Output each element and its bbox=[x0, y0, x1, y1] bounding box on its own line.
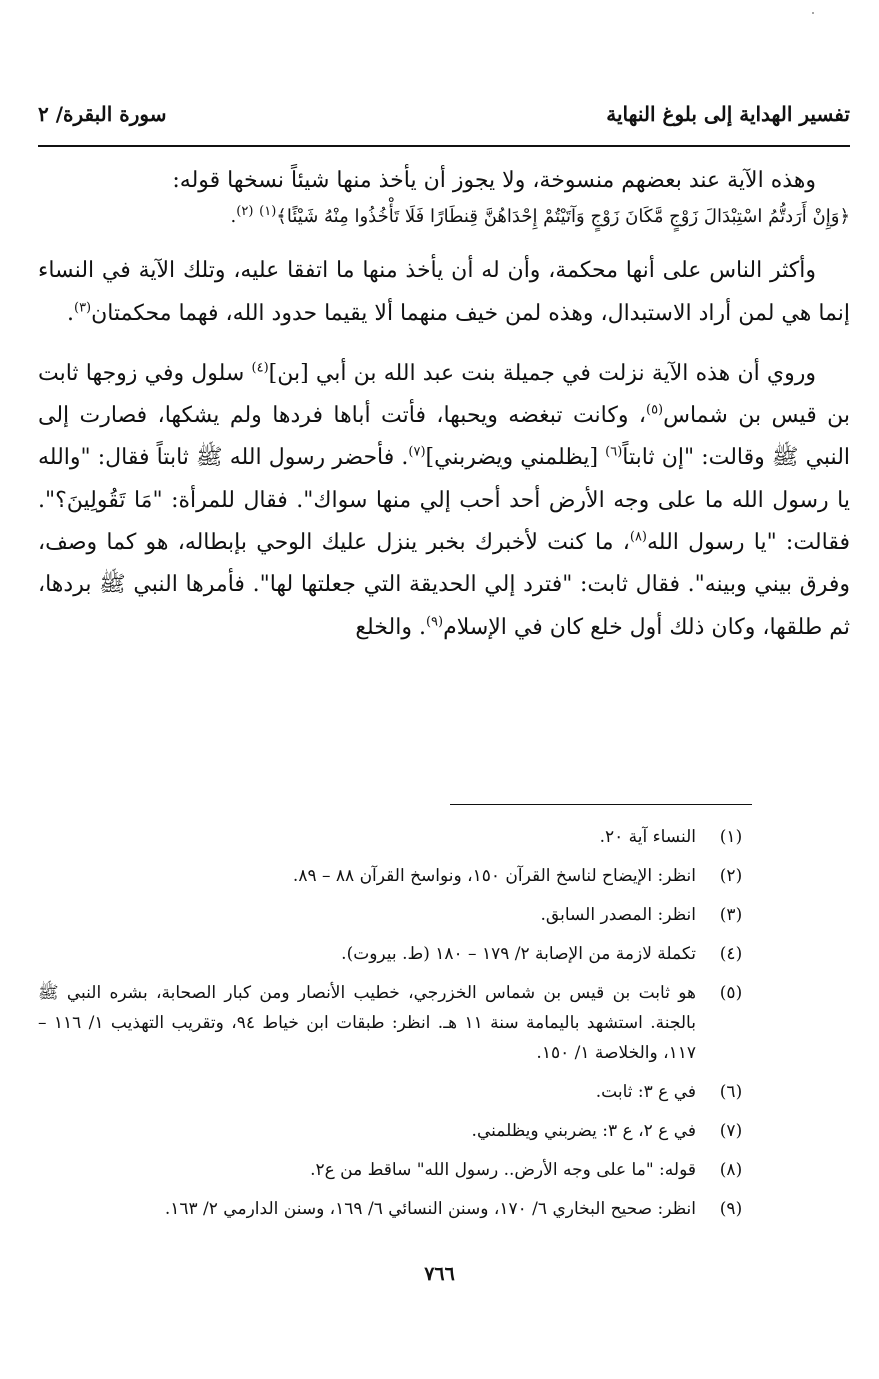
period: . bbox=[230, 206, 237, 228]
footnote-item bbox=[38, 1116, 752, 1146]
footnote-number: (٩) bbox=[719, 1199, 743, 1219]
footnote-ref-6: (٦) bbox=[605, 445, 623, 461]
footnote-ref-7: (٧) bbox=[408, 445, 426, 461]
footnote-number: (٢) bbox=[719, 866, 743, 886]
footnote-number: (٧) bbox=[719, 1121, 743, 1141]
footnote-text: تكملة لازمة من الإصابة ٢/ ١٧٩ – ١٨٠ (ط. بيروت). bbox=[341, 944, 696, 964]
footnote-number: (١) bbox=[719, 827, 743, 847]
surah-label: سورة البقرة/ ٢ bbox=[38, 102, 167, 126]
footnote-ref-1: (١) bbox=[259, 204, 277, 220]
period: . bbox=[66, 300, 74, 326]
footnote-text: انظر: الإيضاح لناسخ القرآن ١٥٠، ونواسخ القرآن ٨٨ – ٨٩. bbox=[292, 866, 696, 886]
footnote-item bbox=[38, 1194, 752, 1224]
book-title: تفسير الهداية إلى بلوغ النهاية bbox=[606, 102, 850, 126]
footnote-text: انظر: صحيح البخاري ٦/ ١٧٠، وسنن النسائي ٦/ ١٦٩، وسنن الدارمي ٢/ ١٦٣. bbox=[164, 1199, 696, 1219]
paragraph-3-text-f: ، ما كنت لأخبرك بخبر ينزل عليك الوحي بإبطاله، هو كما وصف، وفرق بيني وبينه". فقال ثابت: "فترد إلي الحديقة التي جعلتها لها". فأمرها النبي ﷺ بردها، ثم طلقها، وكان ذلك أول خلع كان في الإسلام bbox=[38, 530, 850, 640]
footnote-item bbox=[38, 978, 752, 1068]
footnote-text: في ع ٣: ثابت. bbox=[595, 1082, 696, 1102]
paragraph-3-text-b: سلول وفي زوجها ثابت بن قيس بن شماس bbox=[38, 360, 850, 429]
footnote-ref-2: (٢) bbox=[236, 204, 254, 220]
footnote-item bbox=[38, 822, 752, 852]
paragraph-1 bbox=[38, 160, 850, 232]
footnote-item bbox=[38, 939, 752, 969]
paragraph-3-text-d: [يظلمني ويضربني] bbox=[425, 445, 599, 471]
paragraph-3-text-g: . والخلع bbox=[355, 614, 426, 640]
scan-speck bbox=[812, 12, 814, 14]
running-header bbox=[38, 98, 850, 138]
footnote-ref-8: (٨) bbox=[629, 529, 647, 545]
paragraph-2-text: وأكثر الناس على أنها محكمة، وأن له أن يأخذ منها ما اتفقا عليه، وتلك الآية في النساء إنما هي لمن أراد الاستبدال، وهذه لمن خيف منهما ألا يقيما حدود الله، فهما محكمتان bbox=[38, 258, 850, 326]
footnote-number: (٦) bbox=[719, 1082, 743, 1102]
footnote-item bbox=[38, 1155, 752, 1185]
verse-text: ﴿وَإِنْ أَرَدتُّمُ اسْتِبْدَالَ زَوْجٍ مَّكَانَ زَوْجٍ وَآتَيْتُمْ إِحْدَاهُنَّ قِنطَارًا فَلَا تَأْخُذُوا مِنْهُ شَيْئًا﴾ bbox=[276, 206, 850, 228]
main-text bbox=[38, 160, 850, 649]
paragraph-1-text: وهذه الآية عند بعضهم منسوخة، ولا يجوز أن يأخذ منها شيئاً نسخها قوله: bbox=[172, 168, 816, 193]
footnote-item bbox=[38, 861, 752, 891]
footnote-ref-4: (٤) bbox=[251, 360, 269, 376]
paragraph-3-text-a: وروي أن هذه الآية نزلت في جميلة بنت عبد الله بن أبي [بن] bbox=[268, 360, 816, 386]
header-divider bbox=[38, 145, 850, 147]
paragraph-3-text-c: ، وكانت تبغضه ويحبها، فأتت أباها فردها ولم يشكها، فصارت إلى النبي ﷺ وقالت: "إن ثابتاً bbox=[38, 403, 851, 471]
footnote-text: هو ثابت بن قيس بن شماس الخزرجي، خطيب الأنصار ومن كبار الصحابة، بشره النبي ﷺ بالجنة. استشهد باليمامة سنة ١١ هـ. انظر: طبقات ابن خياط ٩٤، وتقريب التهذيب ١/ ١١٦ – ١١٧، والخلاصة ١/ ١٥٠. bbox=[38, 983, 696, 1063]
footnotes-list bbox=[38, 822, 752, 1233]
footnote-number: (٥) bbox=[719, 983, 743, 1003]
quran-verse bbox=[38, 202, 850, 232]
footnote-number: (٣) bbox=[719, 905, 743, 925]
footnote-text: النساء آية ٢٠. bbox=[599, 827, 696, 847]
paragraph-3 bbox=[38, 353, 850, 649]
footnote-text: انظر: المصدر السابق. bbox=[540, 905, 696, 925]
footnote-ref-5: (٥) bbox=[645, 402, 664, 418]
footnote-divider bbox=[450, 804, 752, 805]
footnote-number: (٨) bbox=[719, 1160, 743, 1180]
footnote-item bbox=[38, 900, 752, 930]
footnote-ref-3: (٣) bbox=[73, 300, 92, 316]
footnote-text: قوله: "ما على وجه الأرض.. رسول الله" ساقط من ع٢. bbox=[310, 1160, 696, 1180]
footnote-ref-9: (٩) bbox=[425, 614, 444, 630]
page-number: ٧٦٦ bbox=[424, 1263, 455, 1285]
footnote-text: في ع ٢، ع ٣: يضربني ويظلمني. bbox=[471, 1121, 696, 1141]
paragraph-2 bbox=[38, 250, 850, 335]
footnote-number: (٤) bbox=[719, 944, 743, 964]
footnote-item bbox=[38, 1077, 752, 1107]
paragraph-3-text-e: . فأحضر رسول الله ﷺ ثابتاً فقال: "والله يا رسول الله ما على وجه الأرض أحد أحب إلي منها سواك". فقال للمرأة: "مَا تَقُولِينَ؟". فقالت: "يا رسول الله bbox=[38, 445, 850, 556]
